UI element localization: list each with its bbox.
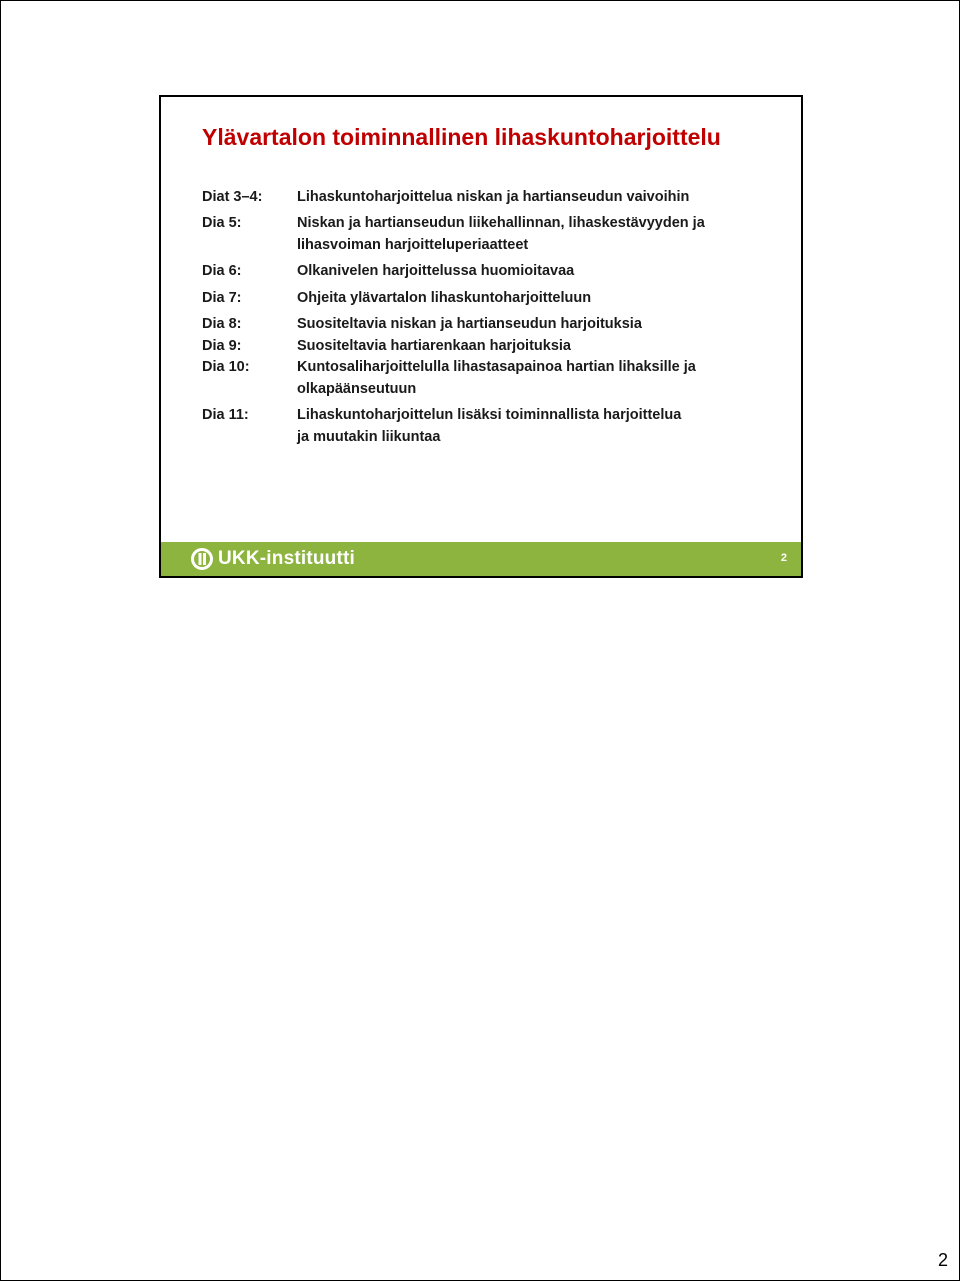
agenda-text [297, 357, 696, 400]
agenda-text [297, 314, 642, 336]
agenda-text [297, 405, 681, 448]
footer-bar [161, 542, 801, 576]
agenda-line: lihasvoiman harjoitteluperiaatteet [297, 236, 529, 253]
agenda-label: Dia 7: [202, 290, 242, 306]
agenda-text [297, 187, 689, 209]
agenda-line: Lihaskuntoharjoittelun lisäksi toiminnallista harjoittelua [297, 407, 682, 423]
agenda-text [297, 213, 705, 256]
agenda-line: Kuntosaliharjoittelulla lihastasapainoa hartian lihaksille ja [297, 359, 696, 375]
ukk-logo [191, 547, 355, 571]
agenda-label: Diat 3–4: [202, 189, 263, 205]
agenda-label: Dia 9: [202, 338, 242, 354]
agenda-text [297, 288, 591, 310]
agenda-line: Lihaskuntoharjoittelua niskan ja hartianseudun vaivoihin [297, 189, 690, 205]
slide-title: Ylävartalon toiminnallinen lihaskuntoharjoittelu [202, 124, 721, 150]
agenda-label: Dia 5: [202, 215, 242, 231]
page-number: 2 [937, 1250, 948, 1270]
agenda-label: Dia 10: [202, 359, 250, 375]
agenda-line: olkapäänseutuun [297, 380, 417, 397]
agenda-line: Ohjeita ylävartalon lihaskuntoharjoitteluun [297, 290, 592, 306]
agenda-line: Olkanivelen harjoittelussa huomioitavaa [297, 263, 575, 279]
slide [159, 95, 803, 578]
agenda-label: Dia 8: [202, 316, 242, 332]
agenda-label: Dia 11: [202, 407, 249, 423]
agenda-line: Niskan ja hartianseudun liikehallinnan, lihaskestävyyden ja [297, 215, 705, 231]
logo-text: UKK-instituutti [218, 548, 356, 569]
agenda-label: Dia 6: [202, 263, 242, 279]
agenda-text [297, 336, 571, 358]
agenda-line: ja muutakin liikuntaa [297, 428, 441, 445]
agenda-line: Suositeltavia hartiarenkaan harjoituksia [297, 338, 571, 354]
slide-number: 2 [780, 552, 787, 564]
agenda-text [297, 261, 574, 283]
ukk-logo-icon [191, 548, 213, 570]
agenda-line: Suositeltavia niskan ja hartianseudun harjoituksia [297, 316, 642, 332]
